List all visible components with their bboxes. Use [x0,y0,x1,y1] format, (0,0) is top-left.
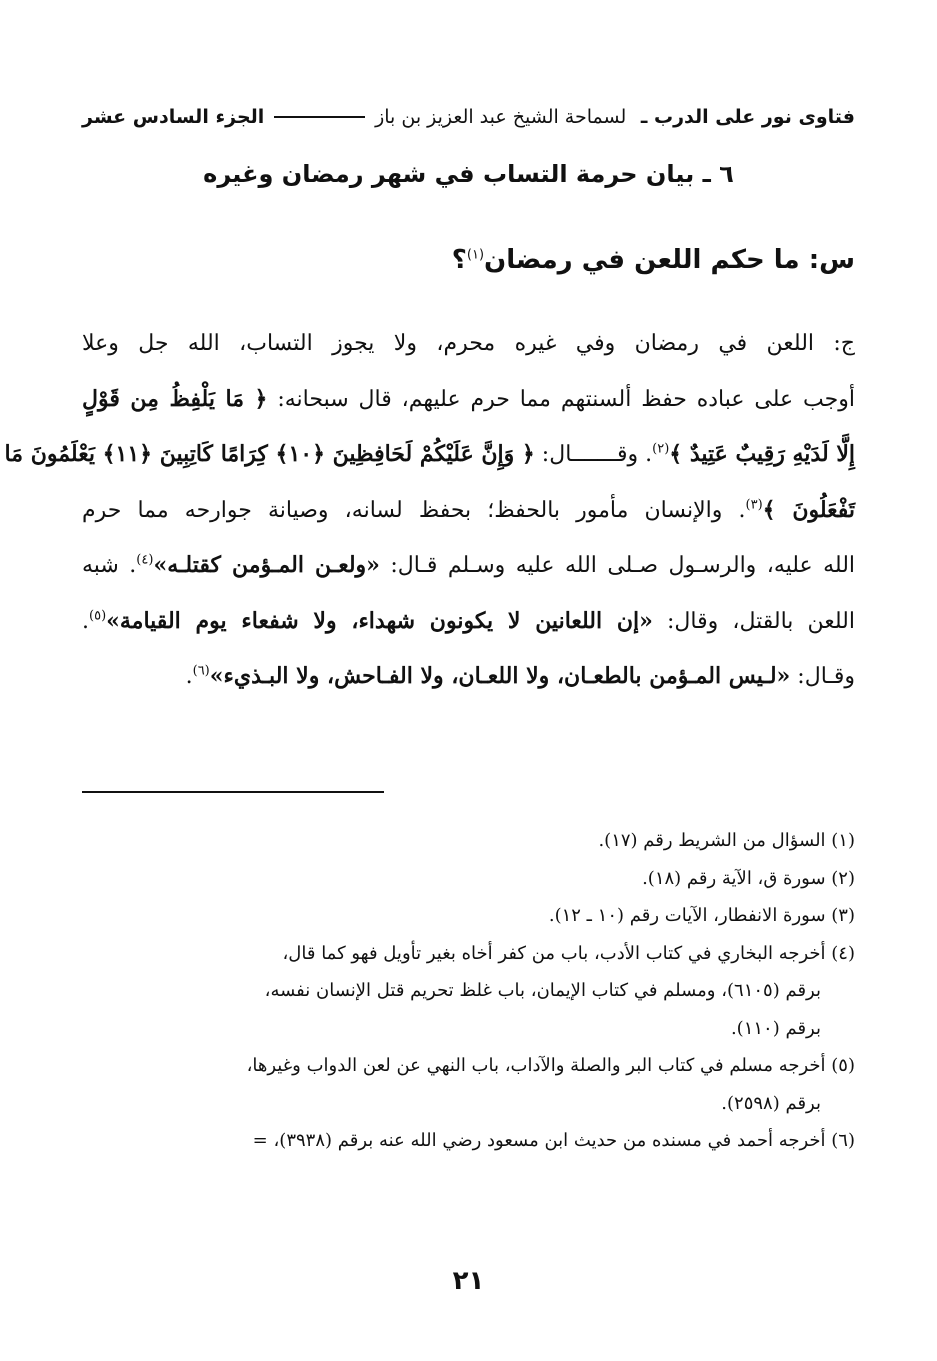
footnote-text: (١) السؤال من الشريط رقم (١٧). [598,830,855,851]
footnotes [82,822,855,1160]
quran-verse: ﴿ مَا يَلْفِظُ مِن قَوْلٍ [82,385,268,412]
footnote-text: برقم (٢٥٩٨). [721,1092,821,1114]
footnote-4 [82,935,855,1048]
answer-text: ج: اللعن في رمضان وفي غيره محرم، ولا يجوز التساب، الله جل وعلا [82,331,855,356]
footnote-ref-2: (٢) [652,441,670,457]
answer-line-7 [82,649,855,705]
footnote-ref-3: (٣) [745,497,763,513]
answer-text: وقـال: [790,664,855,689]
footnote-text: (٣) سورة الانفطار، الآيات رقم (١٠ ـ ١٢). [548,905,855,926]
quran-verse: ﴿ وَإِنَّ عَلَيْكُمْ لَحَافِظِينَ ﴿١٠﴾ كِرَامًا كَاتِبِينَ ﴿١١﴾ يَعْلَمُونَ مَا [4,441,535,467]
footnote-1 [82,822,855,860]
footnote-separator [82,791,384,793]
footnote-text: (٢) سورة ق، الآية رقم (١٨). [642,867,855,889]
footnote-ref-6: (٦) [192,663,210,679]
question-mark: ؟ [451,245,467,275]
running-header [82,100,855,134]
quran-verse: إِلَّا لَدَيْهِ رَقِيبٌ عَتِيدٌ ﴾ [669,441,855,467]
hadith-quote: «ولعـن المـؤمن كقتلـه» [153,552,380,578]
section-title: ٦ ـ بيان حرمة التساب في شهر رمضان وغيره [203,160,734,188]
hadith-quote: «لـيس المـؤمن بالطعـان، ولا اللعـان، ولا الفـاحش، ولا البـذيء» [209,663,791,689]
answer-text: أوجب على عباده حفظ ألسنتهم مما حرم عليهم، قال سبحانه: [267,386,855,412]
answer-text: . شبه [82,553,137,578]
footnote-text: برقم (٦١٠٥)، ومسلم في كتاب الإيمان، باب غلظ تحريم قتل الإنسان نفسه، [264,980,821,1001]
answer-line-2 [82,372,855,428]
header-title [375,106,855,128]
answer-line-1 [82,316,855,372]
footnote-2 [82,860,855,898]
question-text: س: ما حكم اللعن في رمضان [484,245,855,275]
footnote-ref-1: (١) [466,247,485,263]
footnote-text: (٤) أخرجه البخاري في كتاب الأدب، باب من كفر أخاه بغير تأويل فهو كما قال، [282,942,855,964]
question [82,240,855,280]
answer-text: . وقـــــــال: [534,442,653,467]
answer-text: اللعن بالقتل، وقال: [652,608,855,634]
footnote-3 [82,897,855,935]
footnote-ref-5: (٥) [89,608,107,624]
answer-line-5 [82,538,855,594]
header-series: فتاوى نور على الدرب ـ [640,106,855,128]
answer-line-4 [82,483,855,539]
footnote-text: (٦) أخرجه أحمد في مسنده من حديث ابن مسعود رضي الله عنه برقم (٣٩٣٨)، = [252,1130,855,1151]
header-author: لسماحة الشيخ عبد العزيز بن باز [375,106,627,128]
answer-text: . والإنسان مأمور بالحفظ؛ بحفظ لسانه، وصيانة جوارحه مما حرم [82,497,746,523]
footnote-5 [82,1047,855,1122]
footnote-ref-4: (٤) [136,552,154,568]
quran-verse: تَفْعَلُونَ ﴾ [762,496,855,523]
hadith-quote: «إن اللعانين لا يكونون شهداء، ولا شفعاء يوم القيامة» [106,607,653,634]
header-part: الجزء السادس عشر [82,106,265,128]
answer-text: . [185,664,193,689]
page-number: ٢١ [452,1266,485,1296]
header-rule [274,116,365,118]
answer [4,316,856,705]
answer-text: الله عليه، والرسـول صـلى الله عليه وسـلم قـال: [379,553,856,578]
footnote-6 [82,1122,855,1160]
answer-text: . [82,608,89,634]
footnote-text: (٥) أخرجه مسلم في كتاب البر والصلة والآداب، باب النهي عن لعن الدواب وغيرها، [246,1055,855,1076]
answer-line-6 [82,594,855,650]
answer-line-3 [4,427,855,483]
footnote-text: برقم (١١٠). [730,1017,821,1039]
